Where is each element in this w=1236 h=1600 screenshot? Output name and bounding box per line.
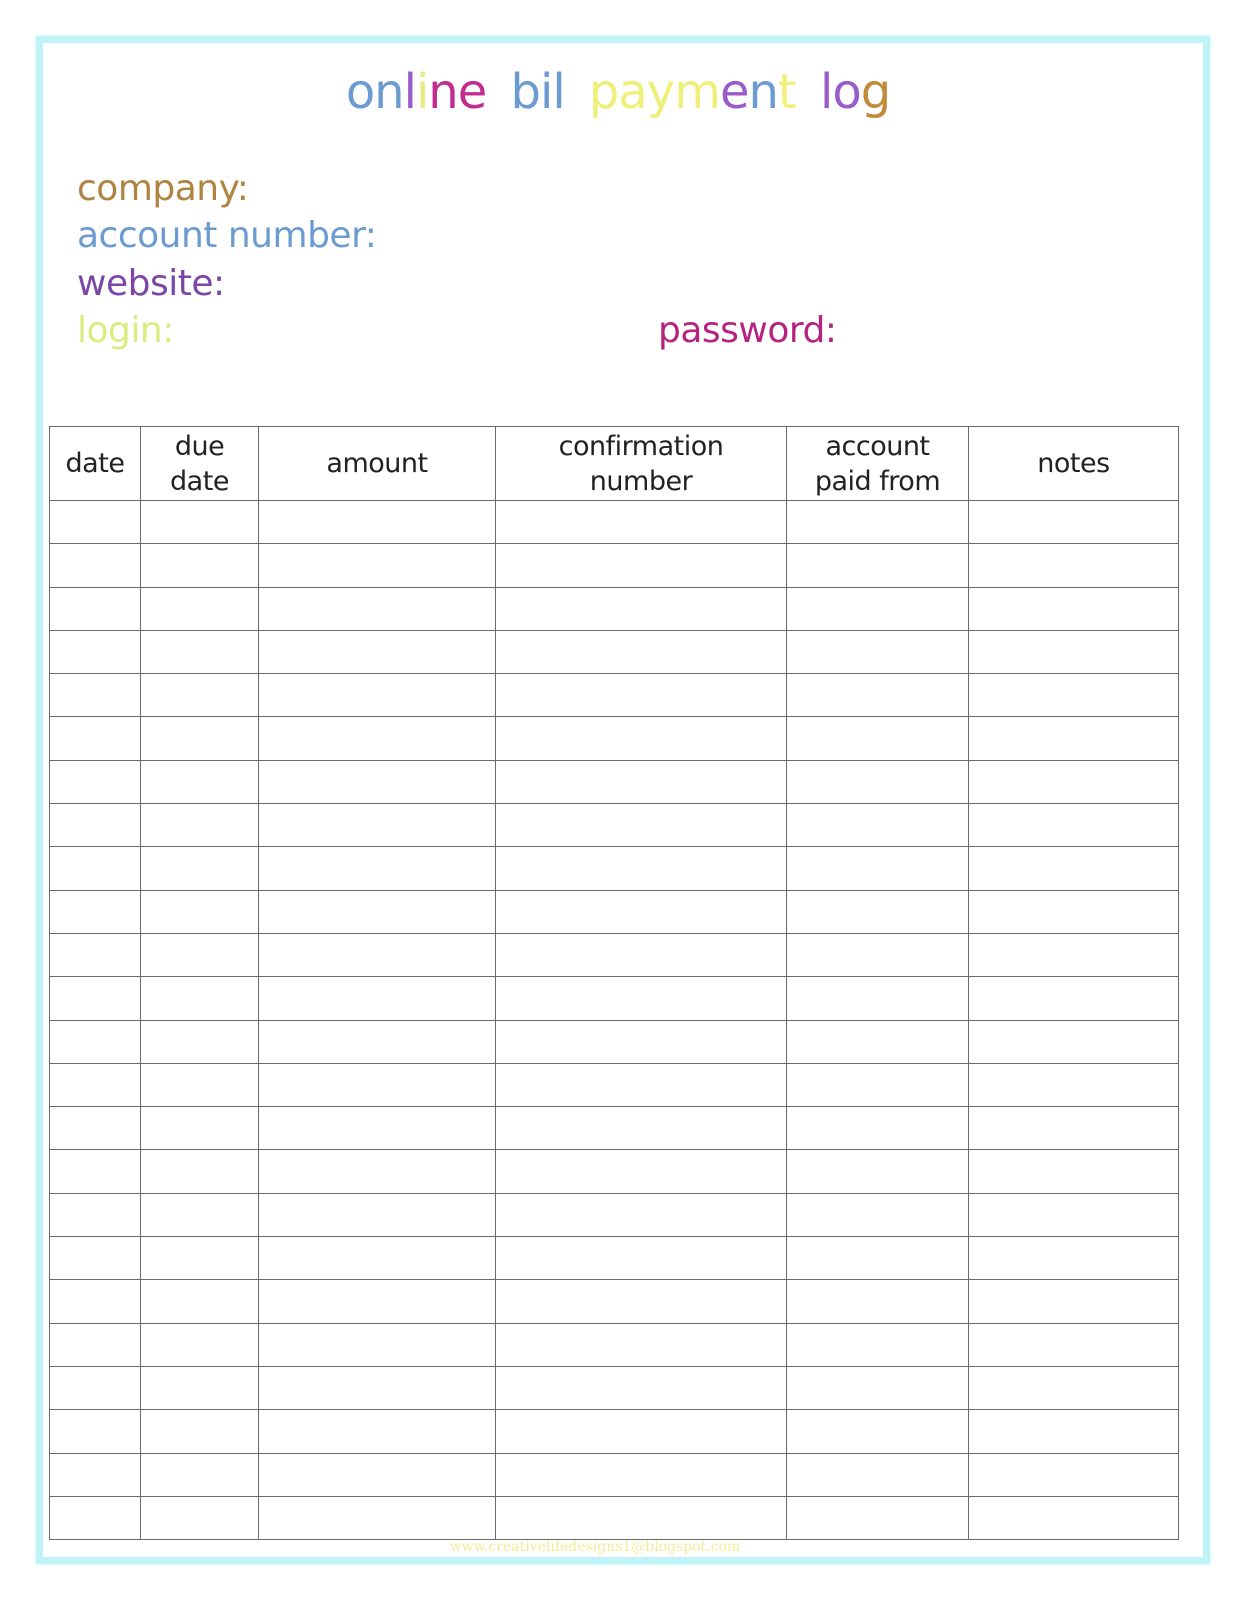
cell-date[interactable] [50, 1410, 141, 1453]
cell-date[interactable] [50, 1107, 141, 1150]
header-date: date [50, 427, 141, 501]
cell-account-paid-from[interactable] [787, 760, 969, 803]
cell-date[interactable] [50, 674, 141, 717]
cell-due-date[interactable] [141, 1107, 259, 1150]
cell-account-paid-from[interactable] [787, 674, 969, 717]
cell-date[interactable] [50, 1280, 141, 1323]
cell-due-date[interactable] [141, 933, 259, 976]
cell-date[interactable] [50, 544, 141, 587]
cell-amount[interactable] [259, 1453, 496, 1496]
cell-date[interactable] [50, 933, 141, 976]
table-row [50, 1410, 1179, 1453]
table-row [50, 847, 1179, 890]
cell-account-paid-from[interactable] [787, 977, 969, 1020]
cell-confirmation-number[interactable] [496, 587, 787, 630]
cell-due-date[interactable] [141, 587, 259, 630]
cell-confirmation-number[interactable] [496, 1107, 787, 1150]
cell-account-paid-from[interactable] [787, 1280, 969, 1323]
cell-amount[interactable] [259, 933, 496, 976]
cell-due-date[interactable] [141, 890, 259, 933]
cell-notes[interactable] [969, 1193, 1179, 1236]
cell-account-paid-from[interactable] [787, 630, 969, 673]
cell-amount[interactable] [259, 1107, 496, 1150]
footer-url: www.creativelifedesigns1@blogspot.com [449, 1539, 741, 1555]
cell-amount[interactable] [259, 847, 496, 890]
cell-date[interactable] [50, 1150, 141, 1193]
title-segment: i [415, 64, 429, 120]
title-segment: paym [588, 64, 720, 120]
cell-account-paid-from[interactable] [787, 1496, 969, 1539]
cell-notes[interactable] [969, 717, 1179, 760]
table-row [50, 760, 1179, 803]
cell-due-date[interactable] [141, 1063, 259, 1106]
table-row [50, 717, 1179, 760]
cell-confirmation-number[interactable] [496, 1237, 787, 1280]
cell-date[interactable] [50, 587, 141, 630]
cell-amount[interactable] [259, 587, 496, 630]
cell-date[interactable] [50, 1366, 141, 1409]
table-row [50, 890, 1179, 933]
cell-account-paid-from[interactable] [787, 804, 969, 847]
cell-date[interactable] [50, 501, 141, 544]
table-row [50, 1323, 1179, 1366]
table-row [50, 1453, 1179, 1496]
cell-confirmation-number[interactable] [496, 804, 787, 847]
cell-due-date[interactable] [141, 1237, 259, 1280]
header-notes: notes [969, 427, 1179, 501]
cell-notes[interactable] [969, 760, 1179, 803]
website-label: website: [77, 263, 225, 304]
table-row [50, 804, 1179, 847]
cell-account-paid-from[interactable] [787, 1150, 969, 1193]
cell-due-date[interactable] [141, 717, 259, 760]
table-row [50, 1237, 1179, 1280]
table-row [50, 1063, 1179, 1106]
cell-amount[interactable] [259, 890, 496, 933]
cell-account-paid-from[interactable] [787, 933, 969, 976]
table-row [50, 1366, 1179, 1409]
table-header-row [50, 427, 1179, 501]
cell-confirmation-number[interactable] [496, 1280, 787, 1323]
cell-amount[interactable] [259, 501, 496, 544]
title-segment: e [719, 64, 749, 120]
title-segment: t [777, 64, 796, 120]
table-row [50, 587, 1179, 630]
cell-due-date[interactable] [141, 760, 259, 803]
cell-account-paid-from[interactable] [787, 1193, 969, 1236]
cell-date[interactable] [50, 1193, 141, 1236]
cell-notes[interactable] [969, 630, 1179, 673]
page-title [0, 64, 1236, 120]
cell-notes[interactable] [969, 587, 1179, 630]
cell-due-date[interactable] [141, 804, 259, 847]
cell-due-date[interactable] [141, 1410, 259, 1453]
cell-account-paid-from[interactable] [787, 847, 969, 890]
title-segment: lo [795, 64, 861, 120]
cell-notes[interactable] [969, 1020, 1179, 1063]
table-row [50, 674, 1179, 717]
title-segment: ne [428, 64, 487, 120]
cell-notes[interactable] [969, 1366, 1179, 1409]
cell-due-date[interactable] [141, 1150, 259, 1193]
cell-date[interactable] [50, 1453, 141, 1496]
cell-confirmation-number[interactable] [496, 1020, 787, 1063]
cell-date[interactable] [50, 847, 141, 890]
cell-due-date[interactable] [141, 674, 259, 717]
cell-notes[interactable] [969, 1323, 1179, 1366]
cell-account-paid-from[interactable] [787, 544, 969, 587]
cell-date[interactable] [50, 977, 141, 1020]
cell-amount[interactable] [259, 1496, 496, 1539]
cell-due-date[interactable] [141, 1496, 259, 1539]
table-row [50, 1150, 1179, 1193]
cell-due-date[interactable] [141, 1020, 259, 1063]
cell-date[interactable] [50, 1237, 141, 1280]
table-row [50, 1020, 1179, 1063]
cell-account-paid-from[interactable] [787, 717, 969, 760]
cell-notes[interactable] [969, 674, 1179, 717]
cell-confirmation-number[interactable] [496, 1453, 787, 1496]
header-confirmation-number: confirmation number [496, 427, 787, 501]
cell-notes[interactable] [969, 977, 1179, 1020]
cell-due-date[interactable] [141, 1280, 259, 1323]
login-label: login: [77, 310, 174, 351]
cell-account-paid-from[interactable] [787, 1063, 969, 1106]
cell-confirmation-number[interactable] [496, 1063, 787, 1106]
cell-due-date[interactable] [141, 544, 259, 587]
cell-notes[interactable] [969, 1237, 1179, 1280]
cell-account-paid-from[interactable] [787, 890, 969, 933]
cell-amount[interactable] [259, 760, 496, 803]
table-row [50, 1107, 1179, 1150]
cell-amount[interactable] [259, 1020, 496, 1063]
header-account-paid-from: account paid from [787, 427, 969, 501]
cell-notes[interactable] [969, 1063, 1179, 1106]
cell-notes[interactable] [969, 847, 1179, 890]
cell-date[interactable] [50, 1063, 141, 1106]
cell-amount[interactable] [259, 1063, 496, 1106]
cell-confirmation-number[interactable] [496, 1193, 787, 1236]
company-label: company: [77, 168, 249, 209]
cell-due-date[interactable] [141, 1193, 259, 1236]
cell-account-paid-from[interactable] [787, 1107, 969, 1150]
cell-confirmation-number[interactable] [496, 847, 787, 890]
cell-confirmation-number[interactable] [496, 630, 787, 673]
cell-notes[interactable] [969, 1107, 1179, 1150]
title-segment: on [345, 64, 404, 120]
cell-amount[interactable] [259, 544, 496, 587]
cell-notes[interactable] [969, 1453, 1179, 1496]
cell-amount[interactable] [259, 804, 496, 847]
table-row [50, 630, 1179, 673]
cell-confirmation-number[interactable] [496, 717, 787, 760]
title-segment: l [403, 64, 416, 120]
cell-confirmation-number[interactable] [496, 1150, 787, 1193]
cell-amount[interactable] [259, 1366, 496, 1409]
table-row [50, 544, 1179, 587]
cell-account-paid-from[interactable] [787, 1366, 969, 1409]
table-row [50, 1280, 1179, 1323]
title-segment: g [860, 64, 891, 120]
cell-account-paid-from[interactable] [787, 1020, 969, 1063]
cell-amount[interactable] [259, 1410, 496, 1453]
cell-confirmation-number[interactable] [496, 1410, 787, 1453]
cell-confirmation-number[interactable] [496, 501, 787, 544]
cell-amount[interactable] [259, 630, 496, 673]
cell-account-paid-from[interactable] [787, 1237, 969, 1280]
table-row [50, 1193, 1179, 1236]
cell-notes[interactable] [969, 544, 1179, 587]
cell-account-paid-from[interactable] [787, 1410, 969, 1453]
header-amount: amount [259, 427, 496, 501]
cell-confirmation-number[interactable] [496, 933, 787, 976]
table-row [50, 1496, 1179, 1539]
cell-date[interactable] [50, 1323, 141, 1366]
cell-date[interactable] [50, 890, 141, 933]
cell-amount[interactable] [259, 1237, 496, 1280]
cell-confirmation-number[interactable] [496, 760, 787, 803]
cell-account-paid-from[interactable] [787, 1323, 969, 1366]
cell-date[interactable] [50, 1020, 141, 1063]
cell-amount[interactable] [259, 1323, 496, 1366]
cell-date[interactable] [50, 760, 141, 803]
table-row [50, 977, 1179, 1020]
cell-amount[interactable] [259, 977, 496, 1020]
cell-due-date[interactable] [141, 501, 259, 544]
cell-account-paid-from[interactable] [787, 1453, 969, 1496]
cell-amount[interactable] [259, 717, 496, 760]
cell-date[interactable] [50, 630, 141, 673]
cell-due-date[interactable] [141, 847, 259, 890]
cell-amount[interactable] [259, 1150, 496, 1193]
title-segment: bil [486, 64, 589, 120]
cell-amount[interactable] [259, 1280, 496, 1323]
cell-confirmation-number[interactable] [496, 1323, 787, 1366]
password-label: password: [658, 310, 837, 351]
cell-due-date[interactable] [141, 977, 259, 1020]
cell-amount[interactable] [259, 1193, 496, 1236]
table-row [50, 501, 1179, 544]
cell-notes[interactable] [969, 1496, 1179, 1539]
header-due-date: due date [141, 427, 259, 501]
cell-amount[interactable] [259, 674, 496, 717]
cell-due-date[interactable] [141, 1366, 259, 1409]
cell-notes[interactable] [969, 890, 1179, 933]
cell-notes[interactable] [969, 1280, 1179, 1323]
cell-confirmation-number[interactable] [496, 890, 787, 933]
cell-confirmation-number[interactable] [496, 674, 787, 717]
cell-confirmation-number[interactable] [496, 1496, 787, 1539]
cell-date[interactable] [50, 1496, 141, 1539]
cell-confirmation-number[interactable] [496, 1366, 787, 1409]
cell-notes[interactable] [969, 804, 1179, 847]
cell-due-date[interactable] [141, 1453, 259, 1496]
account-number-label: account number: [77, 215, 377, 256]
cell-account-paid-from[interactable] [787, 501, 969, 544]
cell-due-date[interactable] [141, 630, 259, 673]
payment-log-table [49, 426, 1179, 1540]
cell-notes[interactable] [969, 1410, 1179, 1453]
cell-notes[interactable] [969, 1150, 1179, 1193]
cell-confirmation-number[interactable] [496, 544, 787, 587]
cell-due-date[interactable] [141, 1323, 259, 1366]
cell-date[interactable] [50, 804, 141, 847]
table-body [50, 501, 1179, 1540]
cell-notes[interactable] [969, 501, 1179, 544]
cell-notes[interactable] [969, 933, 1179, 976]
title-segment: n [748, 64, 778, 120]
cell-date[interactable] [50, 717, 141, 760]
table-row [50, 933, 1179, 976]
cell-account-paid-from[interactable] [787, 587, 969, 630]
cell-confirmation-number[interactable] [496, 977, 787, 1020]
